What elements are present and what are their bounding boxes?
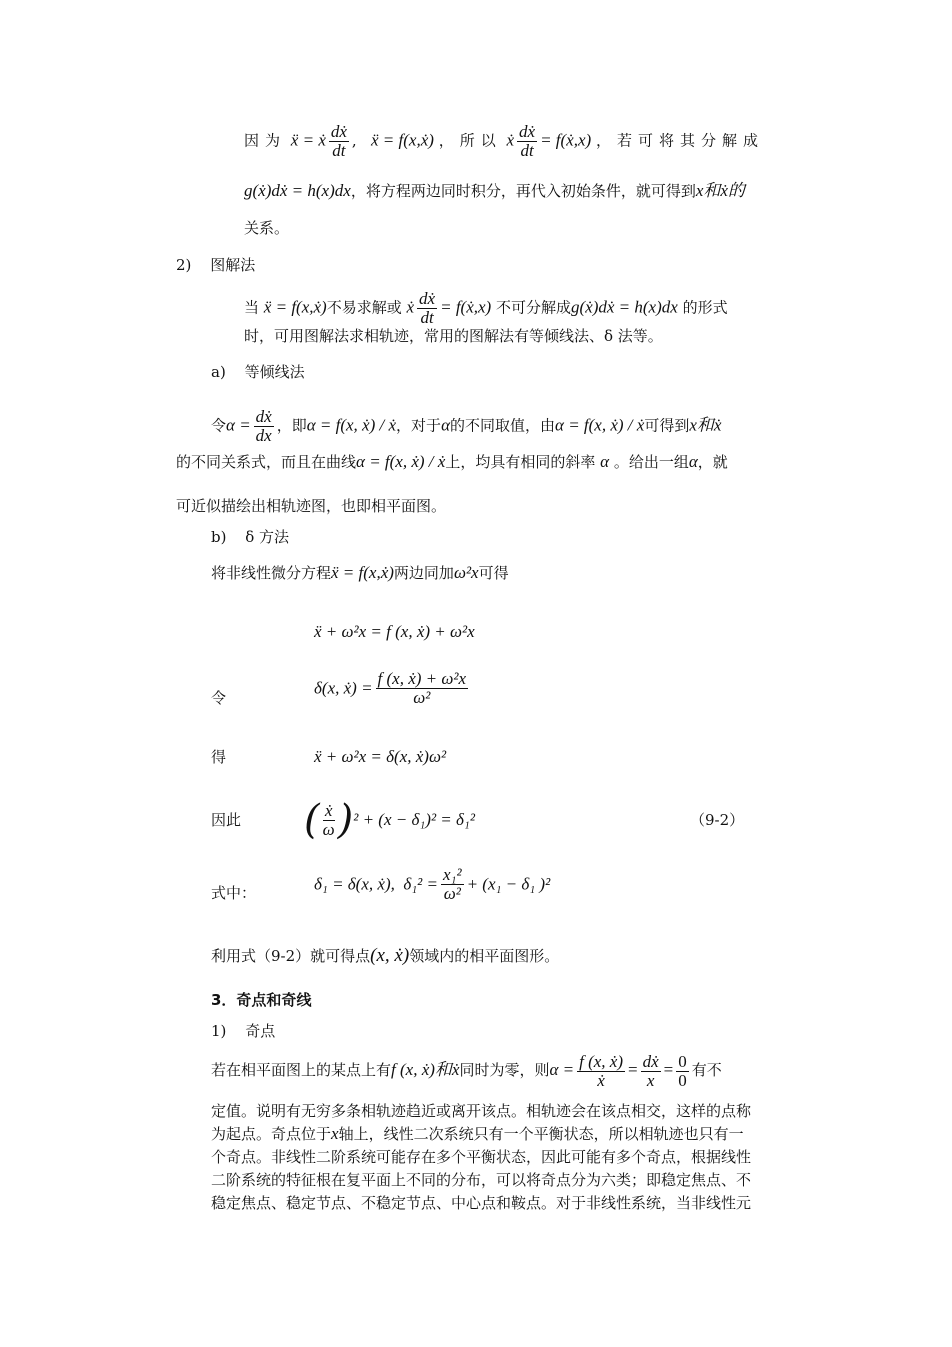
- text: 的形式: [682, 298, 728, 317]
- text: 有不: [691, 1061, 722, 1079]
- equation: x和ẋ的: [695, 181, 745, 200]
- denominator: dt: [332, 141, 346, 160]
- equation: f (x, ẋ)和ẋ: [391, 1060, 460, 1079]
- text: 的不同取值，由: [450, 416, 556, 435]
- variable: x: [331, 1124, 339, 1143]
- text: 可得: [478, 564, 509, 582]
- list-item-2: [176, 255, 255, 275]
- text: 令: [211, 416, 227, 435]
- list-title: 奇点: [245, 1022, 276, 1040]
- denominator: x: [646, 1070, 655, 1090]
- list-title: 图解法: [210, 256, 256, 274]
- text: 因此: [211, 811, 242, 829]
- equation-c: [314, 747, 446, 767]
- denominator: dx: [255, 426, 272, 445]
- paragraph-line-2: [211, 1124, 744, 1144]
- denominator: ω: [322, 819, 335, 839]
- text: 不易求解或: [326, 298, 402, 317]
- equation-b: [314, 670, 471, 707]
- list-number: 2): [176, 256, 192, 274]
- equation: + (x₁ − δ₁ )²: [466, 874, 551, 894]
- line-15: [211, 1050, 722, 1090]
- text: ,: [351, 131, 357, 150]
- fraction: [517, 123, 537, 160]
- text: 得: [211, 748, 227, 766]
- list-item-1: [211, 1021, 275, 1041]
- text: 令: [211, 689, 227, 707]
- equation: ẍ = f(x,ẋ): [263, 297, 327, 317]
- list-number: a): [211, 363, 226, 381]
- equation: α: [441, 415, 450, 435]
- text: 将非线性微分方程: [211, 564, 332, 582]
- text: 时，可用图解法求相轨迹，常用的图解法有等倾线法、δ 法等。: [244, 327, 663, 345]
- fraction: [323, 802, 335, 839]
- text: ，对于: [396, 416, 442, 435]
- line-1: [244, 123, 764, 160]
- denominator: ω²: [413, 688, 431, 707]
- numerator: dẋ: [255, 407, 272, 426]
- equation: g(ẋ)dẋ = h(x)dx: [244, 181, 351, 200]
- equation: ẍ + ω²x = f (x, ẋ) + ω²x: [314, 622, 475, 641]
- denominator: 0: [678, 1070, 687, 1090]
- numerator: dẋ: [330, 122, 347, 141]
- label-ling: [211, 688, 226, 708]
- text: 因为: [244, 131, 287, 150]
- equation: ẍ = ẋ: [290, 130, 326, 150]
- fraction: [641, 1053, 661, 1090]
- text: 利用式（9-2）就可得点: [211, 947, 371, 965]
- equation: ẍ = f(x,ẋ): [371, 130, 434, 150]
- label-de: [211, 747, 226, 767]
- paragraph-line-5: [211, 1193, 751, 1213]
- text: 领域内的相平面图形。: [409, 947, 560, 965]
- equation: δ(x, ẋ) =: [314, 678, 373, 698]
- equation: ẍ = f(x,ẋ): [331, 563, 394, 582]
- text: 若在相平面图上的某点上有: [211, 1061, 392, 1079]
- text: 当: [244, 298, 260, 317]
- denominator: ω²: [443, 884, 461, 903]
- list-number: b): [211, 528, 227, 546]
- denominator: dt: [420, 308, 434, 327]
- line-2: [244, 181, 745, 201]
- fraction: [577, 1053, 625, 1090]
- fraction: [676, 1053, 689, 1090]
- equation: ω²x: [453, 563, 479, 582]
- line-5: [244, 290, 728, 327]
- right-paren: ): [337, 797, 354, 844]
- equation: α: [688, 452, 698, 471]
- equation-number: [690, 810, 744, 830]
- left-paren: (: [304, 797, 320, 844]
- text: 为起点。奇点位于: [211, 1125, 332, 1143]
- numerator: 0: [678, 1051, 687, 1071]
- text: 式中：: [211, 884, 257, 902]
- equation: = f(ẋ,x): [440, 297, 492, 317]
- line-6: [244, 326, 663, 346]
- label-shizhong: [211, 883, 256, 903]
- numerator: dẋ: [519, 122, 536, 141]
- text: 关系。: [244, 219, 290, 237]
- text: 可得到: [644, 416, 690, 435]
- list-number: 1): [211, 1022, 227, 1040]
- label-yinci: [211, 810, 241, 830]
- paragraph-line-1: [211, 1101, 751, 1121]
- line-3: [244, 218, 289, 238]
- numerator: dẋ: [642, 1051, 659, 1071]
- text: 可近似描绘出相轨迹图，也即相平面图。: [176, 497, 447, 515]
- equation: α =: [226, 415, 251, 435]
- list-item-a: [211, 362, 305, 382]
- denominator: ẋ: [597, 1070, 605, 1090]
- equation-a: [314, 622, 475, 642]
- equation: g(ẋ)dẋ = h(x)dx: [571, 297, 678, 317]
- text: 轴上，线性二次系统只有一个平衡状态，所以相轨迹也只有一: [338, 1125, 744, 1143]
- numerator: x₁²: [443, 865, 462, 884]
- numerator: ẋ: [323, 802, 335, 821]
- fraction: [254, 408, 274, 445]
- numerator: f (x, ẋ): [579, 1051, 624, 1071]
- equation: δ₁² =: [403, 874, 438, 894]
- equals-sign: =: [663, 1060, 674, 1079]
- line-13: [211, 946, 559, 966]
- line-12: [211, 563, 509, 583]
- equation: ẋ: [506, 130, 515, 150]
- equation: ẍ + ω²x = δ(x, ẋ)ω²: [314, 747, 447, 766]
- text: ，将方程两边同时积分，再代入初始条件，就可得到: [350, 182, 696, 200]
- text: ，所以: [438, 131, 502, 150]
- text: 稳定焦点、稳定节点、不稳定节点、中心点和鞍点。对于非线性系统，当非线性元: [211, 1194, 752, 1212]
- text: ，若可将其分解成: [595, 131, 764, 150]
- text: 上，均具有相同的斜率: [445, 453, 596, 471]
- line-8: [211, 408, 721, 445]
- equation: δ₁ = δ(x, ẋ),: [314, 874, 395, 894]
- fraction: [376, 670, 469, 707]
- equation-e: [314, 866, 550, 903]
- numerator: f (x, ẋ) + ω²x: [377, 669, 467, 688]
- equation: = f(ẋ,x): [540, 130, 592, 150]
- text: 两边同加: [393, 564, 454, 582]
- list-item-b: [211, 527, 289, 547]
- text: 同时为零，则: [459, 1061, 550, 1079]
- paragraph-line-4: [211, 1170, 751, 1190]
- equation: ẋ: [406, 297, 415, 317]
- text: 个奇点。非线性二阶系统可能存在多个平衡状态，因此可能有多个奇点，根据线性: [211, 1148, 752, 1166]
- text: 不可分解成: [495, 298, 571, 317]
- text: ，即: [276, 416, 307, 435]
- equation: α = f(x, ẋ) / ẋ: [306, 415, 397, 435]
- equation: α: [600, 452, 610, 471]
- equation: α = f(x, ẋ) / ẋ: [356, 452, 446, 471]
- equation-d: [304, 796, 475, 843]
- text: 。给出一组: [613, 453, 689, 471]
- fraction: [329, 123, 349, 160]
- text: 二阶系统的特征根在复平面上不同的分布，可以将奇点分为六类；即稳定焦点、不: [211, 1171, 752, 1189]
- fraction: [441, 866, 464, 903]
- text: 的不同关系式，而且在曲线: [176, 453, 357, 471]
- text: 定值。说明有无穷多条相轨迹趋近或离开该点。相轨迹会在该点相交，这样的点称: [211, 1102, 752, 1120]
- section-heading: [211, 990, 311, 1010]
- equation: α =: [549, 1060, 575, 1079]
- equation: (x, ẋ): [370, 945, 410, 966]
- list-title: 等倾线法: [244, 363, 305, 381]
- equation: ² + (x − δ₁)² = δ₁²: [353, 810, 475, 830]
- heading-text: 3．奇点和奇线: [211, 991, 312, 1009]
- equals-sign: =: [628, 1060, 638, 1079]
- numerator: dẋ: [419, 289, 436, 308]
- list-title: δ 方法: [245, 528, 290, 546]
- denominator: dt: [520, 141, 534, 160]
- equation: α = f(x, ẋ) / ẋ: [555, 415, 645, 435]
- line-9: [176, 452, 728, 472]
- line-10: [176, 496, 446, 516]
- fraction: [417, 290, 437, 327]
- text: ，就: [697, 453, 728, 471]
- paragraph-line-3: [211, 1147, 751, 1167]
- equation: x和ẋ: [689, 415, 722, 435]
- text: （9-2）: [690, 811, 745, 829]
